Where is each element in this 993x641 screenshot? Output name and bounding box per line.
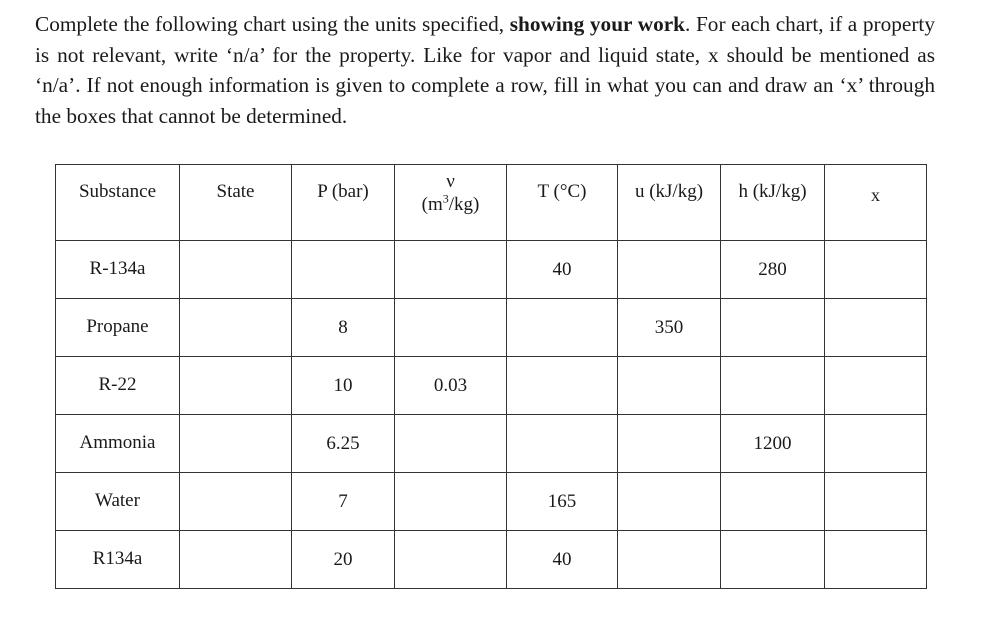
table-body (56, 241, 927, 589)
cell-substance: R134a (56, 531, 180, 589)
cell-quality (825, 473, 927, 531)
cell-internal-energy (618, 531, 721, 589)
cell-pressure: 8 (292, 299, 395, 357)
header-row (56, 165, 927, 241)
header-specific-volume (395, 165, 507, 241)
cell-enthalpy: 280 (721, 241, 825, 299)
cell-quality (825, 299, 927, 357)
cell-specific-volume (395, 531, 507, 589)
cell-internal-energy (618, 473, 721, 531)
cell-quality (825, 415, 927, 473)
cell-state (180, 357, 292, 415)
cell-enthalpy (721, 357, 825, 415)
header-substance: Substance (56, 165, 180, 241)
cell-enthalpy (721, 473, 825, 531)
cell-internal-energy: 350 (618, 299, 721, 357)
cell-substance: R-134a (56, 241, 180, 299)
cell-substance: Ammonia (56, 415, 180, 473)
cell-specific-volume (395, 241, 507, 299)
cell-state (180, 415, 292, 473)
cell-internal-energy (618, 357, 721, 415)
header-internal-energy: u (kJ/kg) (618, 165, 721, 241)
table-row (56, 357, 927, 415)
cell-specific-volume (395, 415, 507, 473)
header-quality: x (825, 165, 927, 241)
header-pressure: P (bar) (292, 165, 395, 241)
cell-temperature (507, 299, 618, 357)
cell-specific-volume (395, 299, 507, 357)
cell-specific-volume: 0.03 (395, 357, 507, 415)
cell-pressure: 6.25 (292, 415, 395, 473)
cell-pressure: 10 (292, 357, 395, 415)
cell-substance: Water (56, 473, 180, 531)
cell-pressure: 7 (292, 473, 395, 531)
cell-quality (825, 357, 927, 415)
table-row (56, 241, 927, 299)
cell-temperature: 165 (507, 473, 618, 531)
cell-substance: Propane (56, 299, 180, 357)
cell-state (180, 473, 292, 531)
header-enthalpy: h (kJ/kg) (721, 165, 825, 241)
cell-state (180, 241, 292, 299)
table-row (56, 531, 927, 589)
cell-pressure (292, 241, 395, 299)
header-state: State (180, 165, 292, 241)
table-row (56, 299, 927, 357)
cell-state (180, 299, 292, 357)
cell-quality (825, 531, 927, 589)
table-row (56, 473, 927, 531)
cell-state (180, 531, 292, 589)
instructions-paragraph (35, 9, 935, 131)
cell-internal-energy (618, 415, 721, 473)
instructions-emphasis: showing your work (509, 12, 686, 36)
cell-quality (825, 241, 927, 299)
cell-enthalpy (721, 531, 825, 589)
cell-substance: R-22 (56, 357, 180, 415)
cell-specific-volume (395, 473, 507, 531)
property-table (55, 164, 927, 589)
header-temperature: T (°C) (507, 165, 618, 241)
cell-enthalpy: 1200 (721, 415, 825, 473)
cell-enthalpy (721, 299, 825, 357)
cell-pressure: 20 (292, 531, 395, 589)
cell-temperature (507, 415, 618, 473)
specific-volume-symbol: ν (446, 171, 455, 192)
cell-temperature (507, 357, 618, 415)
cell-temperature: 40 (507, 241, 618, 299)
cell-internal-energy (618, 241, 721, 299)
instructions-text-2: . For each chart, if a property is not relevant, write ‘n/a’ for the property. Like for vapor and liquid state, x should be mentioned as ‘n/a’. If not enough information is given to complete a row, fill in what you can and draw an ‘x’ through the boxes that cannot be determined. (35, 12, 935, 128)
table-row (56, 415, 927, 473)
specific-volume-unit: $(m^3/kg)$ (421, 191, 480, 215)
instructions-text-1: Complete the following chart using the units specified, (35, 12, 510, 36)
cell-temperature: 40 (507, 531, 618, 589)
